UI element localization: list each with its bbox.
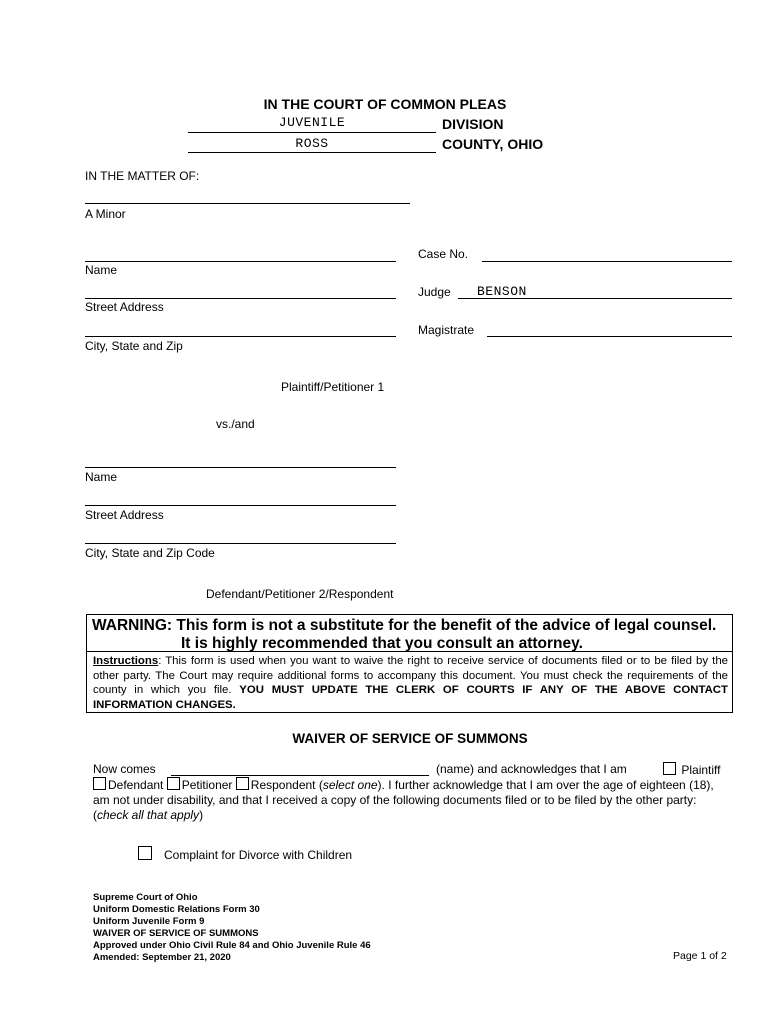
- party1-street-field[interactable]: [85, 298, 396, 299]
- select-one-hint: select one: [322, 778, 378, 792]
- a-minor-label: A Minor: [85, 207, 126, 221]
- footer-line-1: Supreme Court of Ohio: [93, 892, 198, 903]
- acknowledgement-text: ). I further acknowledge that I am over the age of eighteen (18), am not under disability, and that I received a copy of the following documents filed or to be filed by the other party: (: [93, 778, 714, 822]
- waiver-paragraph: [93, 762, 728, 823]
- warning-line-1: WARNING: This form is not a substitute for the benefit of the advice of legal counsel.: [92, 617, 717, 634]
- now-comes-label: Now comes: [93, 762, 156, 776]
- check-all-hint: check all that apply: [97, 808, 200, 822]
- party2-city-field[interactable]: [85, 543, 396, 544]
- warning-line-2: It is highly recommended that you consult an attorney.: [181, 635, 583, 652]
- waiver-name-field[interactable]: [171, 775, 429, 776]
- party1-city-label: City, State and Zip: [85, 339, 183, 353]
- footer-line-4: WAIVER OF SERVICE OF SUMMONS: [93, 928, 259, 939]
- versus-label: vs./and: [216, 417, 255, 431]
- instructions-emphasis: YOU MUST UPDATE THE CLERK OF COURTS IF ANY OF THE ABOVE CONTACT INFORMATION CHANGES.: [93, 684, 728, 711]
- form-footer: [93, 892, 371, 964]
- party2-role-label: Defendant/Petitioner 2/Respondent: [206, 587, 394, 601]
- party1-name-field[interactable]: [85, 261, 396, 262]
- complaint-label: Complaint for Divorce with Children: [164, 848, 353, 862]
- party1-street-label: Street Address: [85, 300, 164, 314]
- party1-city-field[interactable]: [85, 336, 396, 337]
- check-all-close: ): [199, 808, 204, 822]
- division-label: DIVISION: [442, 116, 504, 132]
- respondent-checkbox[interactable]: [236, 777, 249, 790]
- defendant-label: Defendant: [108, 778, 164, 792]
- plaintiff-checkbox[interactable]: [663, 762, 676, 775]
- waiver-title: WAIVER OF SERVICE OF SUMMONS: [292, 731, 528, 746]
- page-number: Page 1 of 2: [673, 950, 727, 962]
- party2-street-label: Street Address: [85, 508, 164, 522]
- party2-name-label: Name: [85, 470, 118, 484]
- case-no-field[interactable]: [482, 261, 732, 262]
- respondent-label: Respondent: [250, 778, 316, 792]
- case-no-label: Case No.: [418, 247, 469, 261]
- judge-field[interactable]: [458, 298, 732, 299]
- magistrate-field[interactable]: [487, 336, 732, 337]
- minor-name-field[interactable]: [85, 203, 410, 204]
- plaintiff-option[interactable]: Plaintiff: [663, 762, 720, 778]
- judge-value: BENSON: [477, 284, 527, 299]
- document-item-complaint[interactable]: [138, 846, 352, 862]
- petitioner-label: Petitioner: [181, 778, 233, 792]
- name-hint: (name) and acknowledges that I am: [436, 762, 627, 776]
- party1-name-label: Name: [85, 263, 118, 277]
- judge-label: Judge: [418, 285, 451, 299]
- court-title: IN THE COURT OF COMMON PLEAS: [263, 96, 507, 112]
- in-the-matter-of-label: IN THE MATTER OF:: [85, 169, 200, 183]
- instructions-heading: Instructions: [93, 655, 159, 667]
- select-hint-open: (: [318, 778, 323, 792]
- complaint-checkbox[interactable]: [138, 846, 152, 860]
- instructions-body: : This form is used when you want to waive the right to receive service of documents filed or to be filed by the other party. The Court may require additional forms to accompany this document. You must check the requirements of the county in which you file.: [93, 655, 728, 696]
- warning-text: [92, 617, 732, 653]
- party2-street-field[interactable]: [85, 505, 396, 506]
- magistrate-label: Magistrate: [418, 323, 475, 337]
- division-underline: [188, 132, 436, 133]
- defendant-checkbox[interactable]: [93, 777, 106, 790]
- instructions-text: [93, 654, 728, 712]
- county-underline: [188, 152, 436, 153]
- division-field[interactable]: JUVENILE: [278, 115, 346, 130]
- county-field[interactable]: ROSS: [295, 136, 329, 151]
- party1-role-label: Plaintiff/Petitioner 1: [281, 380, 385, 394]
- amended-label: Amended:: [93, 952, 140, 963]
- footer-line-3: Uniform Juvenile Form 9: [93, 916, 205, 927]
- amended-date: September 21, 2020: [142, 952, 231, 963]
- party2-city-label: City, State and Zip Code: [85, 546, 215, 560]
- party2-name-field[interactable]: [85, 467, 396, 468]
- petitioner-checkbox[interactable]: [167, 777, 180, 790]
- footer-line-5: Approved under Ohio Civil Rule 84 and Ohio Juvenile Rule 46: [93, 940, 371, 951]
- county-label: COUNTY, OHIO: [442, 136, 544, 152]
- footer-line-2: Uniform Domestic Relations Form 30: [93, 904, 260, 915]
